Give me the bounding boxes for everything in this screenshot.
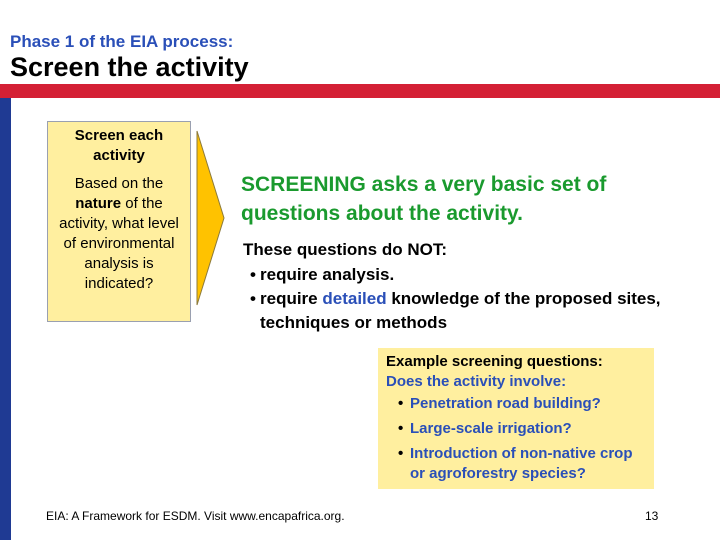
- bullet-icon: •: [398, 420, 404, 437]
- title-divider: [0, 84, 720, 98]
- list-item: [398, 419, 646, 439]
- not-item-text-after: knowledge of the proposed sites, techniques or methods: [260, 289, 661, 332]
- step-box-text: [54, 174, 184, 294]
- step-text-before: Based on the: [74, 175, 164, 192]
- bullet-icon: •: [398, 445, 404, 462]
- example-heading: Example screening questions:: [386, 353, 603, 370]
- example-list: [386, 394, 646, 484]
- step-box-heading: Screen each activity: [74, 127, 164, 164]
- not-item-text: require analysis.: [260, 265, 395, 284]
- example-item-text: Introduction of non-native crop or agroforestry species?: [410, 445, 633, 482]
- example-item-text: Penetration road building?: [410, 395, 601, 412]
- not-list: [250, 263, 670, 335]
- slide-subtitle: Phase 1 of the EIA process:: [10, 32, 234, 51]
- example-subheading: Does the activity involve:: [386, 373, 567, 390]
- step-text-after: of the activity, what level of environmental analysis is indicated?: [59, 195, 179, 292]
- list-item: [250, 263, 670, 287]
- bullet-icon: •: [250, 265, 256, 284]
- list-item: [398, 394, 646, 414]
- slide-title: Screen the activity: [10, 52, 249, 82]
- bullet-icon: •: [398, 395, 404, 412]
- not-item-highlight: detailed: [322, 289, 387, 308]
- step-text-bold: nature: [75, 195, 122, 212]
- left-accent-bar: [0, 98, 11, 540]
- screening-heading: SCREENING asks a very basic set of questions about the activity.: [241, 173, 607, 225]
- not-heading: These questions do NOT:: [243, 240, 448, 259]
- page-number: 13: [645, 509, 659, 523]
- list-item: [398, 444, 646, 484]
- bullet-icon: •: [250, 289, 256, 308]
- chevron-arrow-icon: [196, 130, 226, 306]
- step-box: [47, 121, 191, 322]
- footer-text: EIA: A Framework for ESDM. Visit www.encapafrica.org.: [46, 509, 345, 523]
- example-box: [378, 348, 654, 489]
- not-item-text-before: require: [260, 289, 323, 308]
- list-item: [250, 287, 670, 335]
- example-item-text: Large-scale irrigation?: [410, 420, 572, 437]
